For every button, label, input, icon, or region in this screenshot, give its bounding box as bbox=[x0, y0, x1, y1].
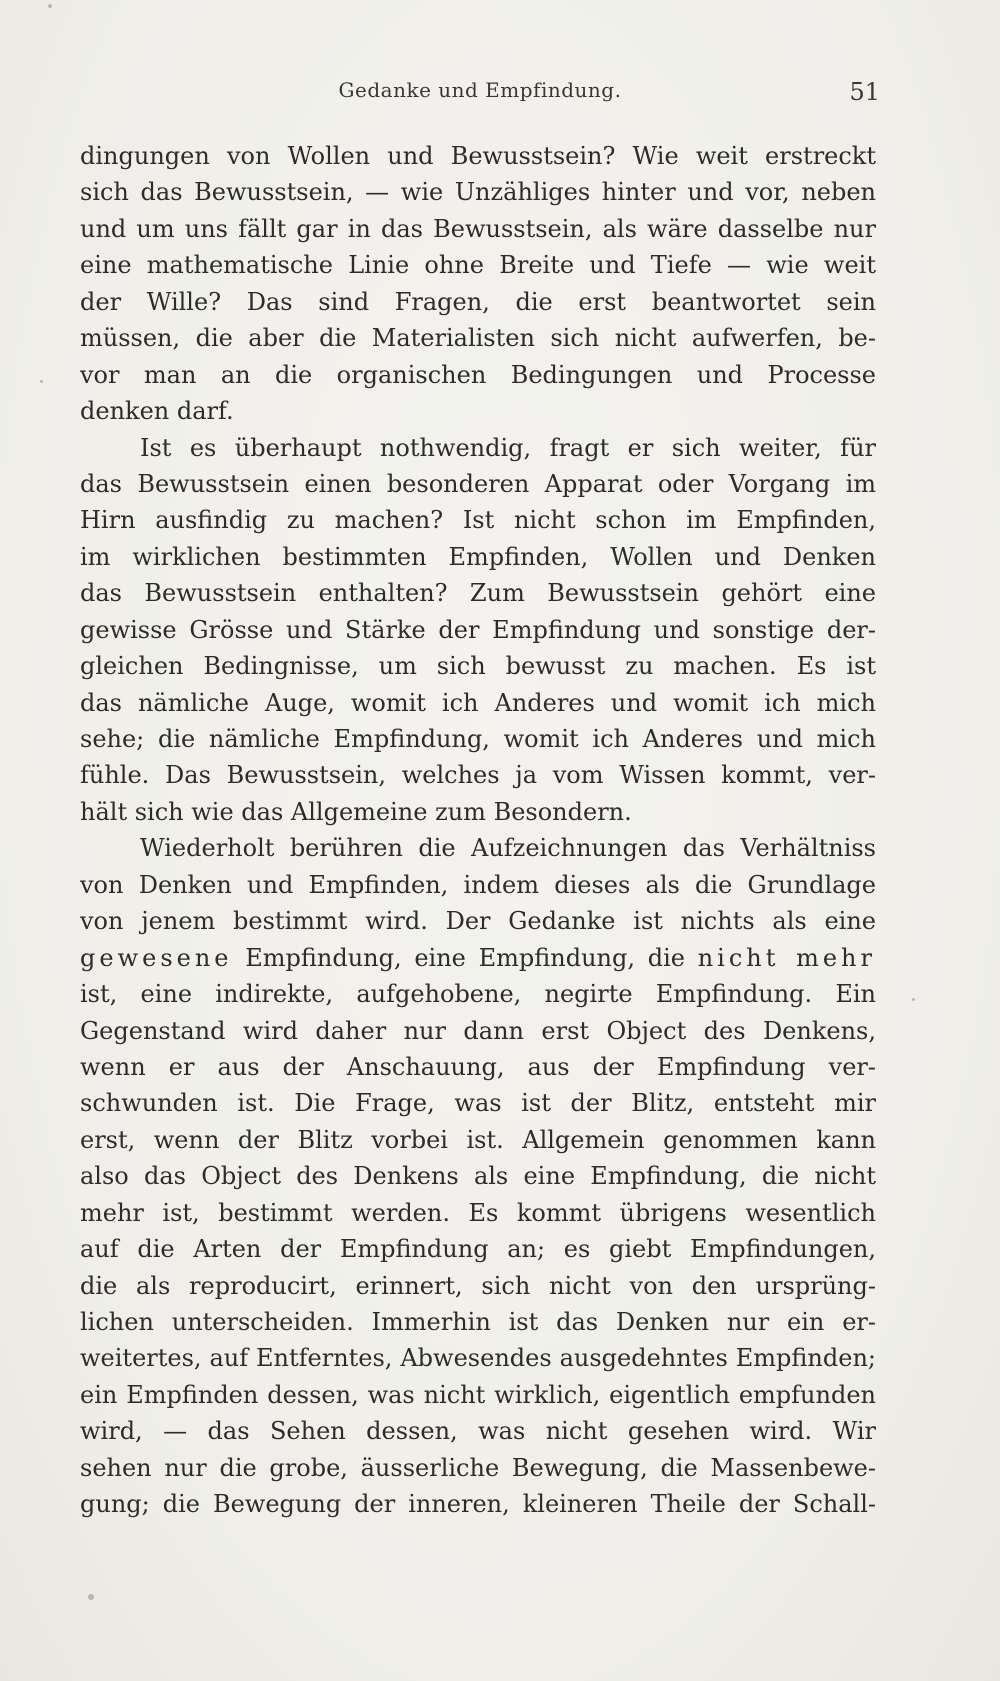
text-line: gleichen Bedingnisse, um sich bewusst zu machen. Es ist bbox=[80, 652, 876, 681]
text-line: eine mathematische Linie ohne Breite und Tiefe — wie weit bbox=[80, 251, 876, 280]
text-line: sich das Bewusstsein, — wie Unzähliges hinter und vor, neben bbox=[80, 178, 876, 207]
text-line: mehr ist, bestimmt werden. Es kommt übrigens wesentlich bbox=[80, 1198, 876, 1227]
text-line: weitertes, auf Entferntes, Abwesendes ausgedehntes Empfinden; bbox=[80, 1344, 876, 1373]
paper-speck bbox=[88, 1594, 94, 1600]
text-line: das Bewusstsein enthalten? Zum Bewusstsein gehört eine bbox=[80, 579, 876, 608]
text-line-emphasis bbox=[80, 940, 876, 976]
paper-speck bbox=[40, 380, 43, 383]
text-line: dingungen von Wollen und Bewusstsein? Wie weit erstreckt bbox=[80, 142, 876, 170]
text-line: und um uns fällt gar in das Bewusstsein, als wäre dasselbe nur bbox=[80, 214, 876, 243]
text-line: erst, wenn der Blitz vorbei ist. Allgemein genommen kann bbox=[80, 1125, 876, 1154]
text-line: der Wille? Das sind Fragen, die erst beantwortet sein bbox=[80, 287, 876, 316]
text-line: fühle. Das Bewusstsein, welches ja vom Wissen kommt, ver- bbox=[80, 761, 876, 790]
text-line: schwunden ist. Die Frage, was ist der Blitz, entsteht mir bbox=[80, 1089, 876, 1118]
page-header bbox=[80, 78, 880, 110]
text-line: Wiederholt berühren die Aufzeichnungen das Verhältniss bbox=[140, 834, 876, 863]
text-line: Hirn ausfindig zu machen? Ist nicht schon im Empfinden, bbox=[80, 506, 876, 535]
body-text bbox=[80, 138, 876, 1523]
text-line: müssen, die aber die Materialisten sich nicht aufwerfen, be- bbox=[80, 324, 876, 353]
text-line: sehen nur die grobe, äusserliche Bewegung, die Massenbewe- bbox=[80, 1453, 876, 1482]
emphasis-gewesene: gewesene bbox=[80, 943, 233, 972]
text-line: das nämliche Auge, womit ich Anderes und womit ich mich bbox=[80, 688, 876, 717]
text-line: das Bewusstsein einen besonderen Apparat oder Vorgang im bbox=[80, 469, 876, 498]
text-line: Gegenstand wird daher nur dann erst Object des Denkens, bbox=[80, 1016, 876, 1045]
paper-speck bbox=[48, 4, 52, 8]
text-line: Ist es überhaupt nothwendig, fragt er sich weiter, für bbox=[140, 433, 876, 462]
text-line: von jenem bestimmt wird. Der Gedanke ist nichts als eine bbox=[80, 907, 876, 936]
text-line: im wirklichen bestimmten Empfinden, Wollen und Denken bbox=[80, 542, 876, 571]
text-line: die als reproducirt, erinnert, sich nicht von den ursprüng- bbox=[80, 1271, 876, 1300]
text-line: lichen unterscheiden. Immerhin ist das Denken nur ein er- bbox=[80, 1308, 876, 1336]
page-number: 51 bbox=[849, 78, 880, 106]
text-line: vor man an die organischen Bedingungen und Processe bbox=[80, 360, 876, 389]
text-line: gewisse Grösse und Stärke der Empfindung und sonstige der- bbox=[80, 615, 876, 644]
text-line: denken darf. bbox=[80, 397, 234, 426]
text-line: wenn er aus der Anschauung, aus der Empfindung ver- bbox=[80, 1052, 876, 1081]
text-line: ein Empfinden dessen, was nicht wirklich, eigentlich empfunden bbox=[80, 1380, 876, 1409]
text-line: hält sich wie das Allgemeine zum Besondern. bbox=[80, 797, 632, 826]
text-line: sehe; die nämliche Empfindung, womit ich Anderes und mich bbox=[80, 725, 876, 753]
text-line: von Denken und Empfinden, indem dieses als die Grundlage bbox=[80, 870, 876, 899]
running-title: Gedanke und Empfindung. bbox=[338, 78, 622, 102]
text-line: auf die Arten der Empfindung an; es giebt Empfindungen, bbox=[80, 1235, 876, 1264]
text-fragment: Empfindung, eine Empfindung, die bbox=[232, 943, 698, 972]
text-line: wird, — das Sehen dessen, was nicht gesehen wird. Wir bbox=[80, 1417, 876, 1446]
text-line: gung; die Bewegung der inneren, kleineren Theile der Schall- bbox=[80, 1490, 876, 1519]
emphasis-nicht-mehr: nicht mehr bbox=[697, 943, 876, 972]
text-line: ist, eine indirekte, aufgehobene, negirte Empfindung. Ein bbox=[80, 980, 876, 1009]
text-line: also das Object des Denkens als eine Empfindung, die nicht bbox=[80, 1162, 876, 1191]
paper-speck bbox=[912, 998, 915, 1001]
